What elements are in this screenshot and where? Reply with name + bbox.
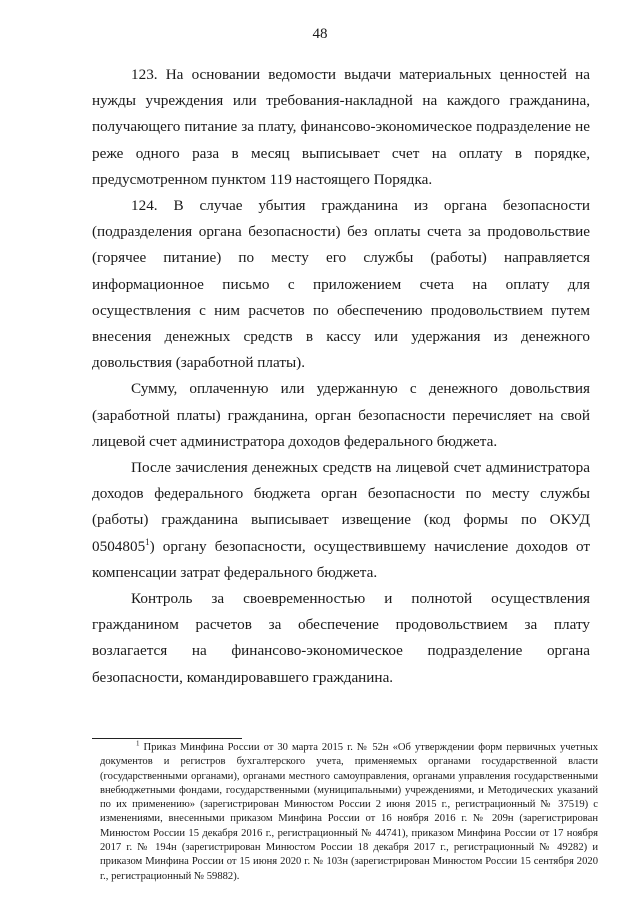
paragraph-124: 124. В случае убытия гражданина из органа безопасности (подразделения органа безопасности) без оплаты счета за продовольствие (горячее питание) по месту его службы (работы) направляется информационное письмо с приложением счета на оплату для осуществления с ним расчетов по обеспечению продовольствием путем внесения денежных средств в кассу или удержания из денежного довольствия (заработной платы). xyxy=(92,197,590,372)
paragraph-notice-text-end: ) органу безопасности, осуществившему начисление доходов от компенсации затрат федерального бюджета. xyxy=(92,537,590,581)
page-number: 48 xyxy=(312,26,328,42)
body-text xyxy=(92,62,590,691)
paragraph-payment: Сумму, оплаченную или удержанную с денежного довольствия (заработной платы) гражданина, орган безопасности перечисляет на свой лицевой счет администратора доходов федерального бюджета. xyxy=(92,380,590,450)
footnote-reference: 1 xyxy=(145,536,150,547)
paragraph-control: Контроль за своевременностью и полнотой осуществления гражданином расчетов за обеспечение продовольствием за плату возлагается на финансово-экономическое подразделение органа безопасности, командировавшего гражданина. xyxy=(92,590,590,686)
paragraph-notice-text-start: После зачисления денежных средств на лицевой счет администратора доходов федерального бюджета орган безопасности по месту службы (работы) гражданина выписывает извещение (код формы по ОКУД 0504805 xyxy=(92,459,590,555)
paragraph-notice xyxy=(92,455,590,586)
footnote-marker: 1 xyxy=(136,739,140,748)
paragraph-123: 123. На основании ведомости выдачи материальных ценностей на нужды учреждения или требования-накладной на каждого гражданина, получающего питание за плату, финансово-экономическое подразделение не реже одного раза в месяц выписывает счет на оплату в порядке, предусмотренном пунктом 119 настоящего Порядка. xyxy=(92,66,590,188)
footnote-text: Приказ Минфина России от 30 марта 2015 г. № 52н «Об утверждении форм первичных учетных документов и регистров бухгалтерского учета, применяемых органами государственной власти (государственными органами), органами местного самоуправления, органами управления государственными внебюджетными фондами, государственными (муниципальными) учреждениями, и Методических указаний по их применению» (зарегистрирован Минюстом России 2 июня 2015 г., регистрационный № 37519) с изменениями, внесенными приказом Минфина России от 16 ноября 2016 г. № 209н (зарегистрирован Минюстом России 15 декабря 2016 г., регистрационный № 44741), приказом Минфина России от 17 ноября 2017 г. № 194н (зарегистрирован Минюстом России 18 декабря 2017 г., регистрационный № 49282) и приказом Минфина России от 15 июня 2020 г. № 103н (зарегистрирован Минюстом России 15 сентября 2020 г., регистрационный № 59882). xyxy=(100,742,598,882)
footnote-divider xyxy=(92,738,242,739)
footnote xyxy=(100,741,598,884)
